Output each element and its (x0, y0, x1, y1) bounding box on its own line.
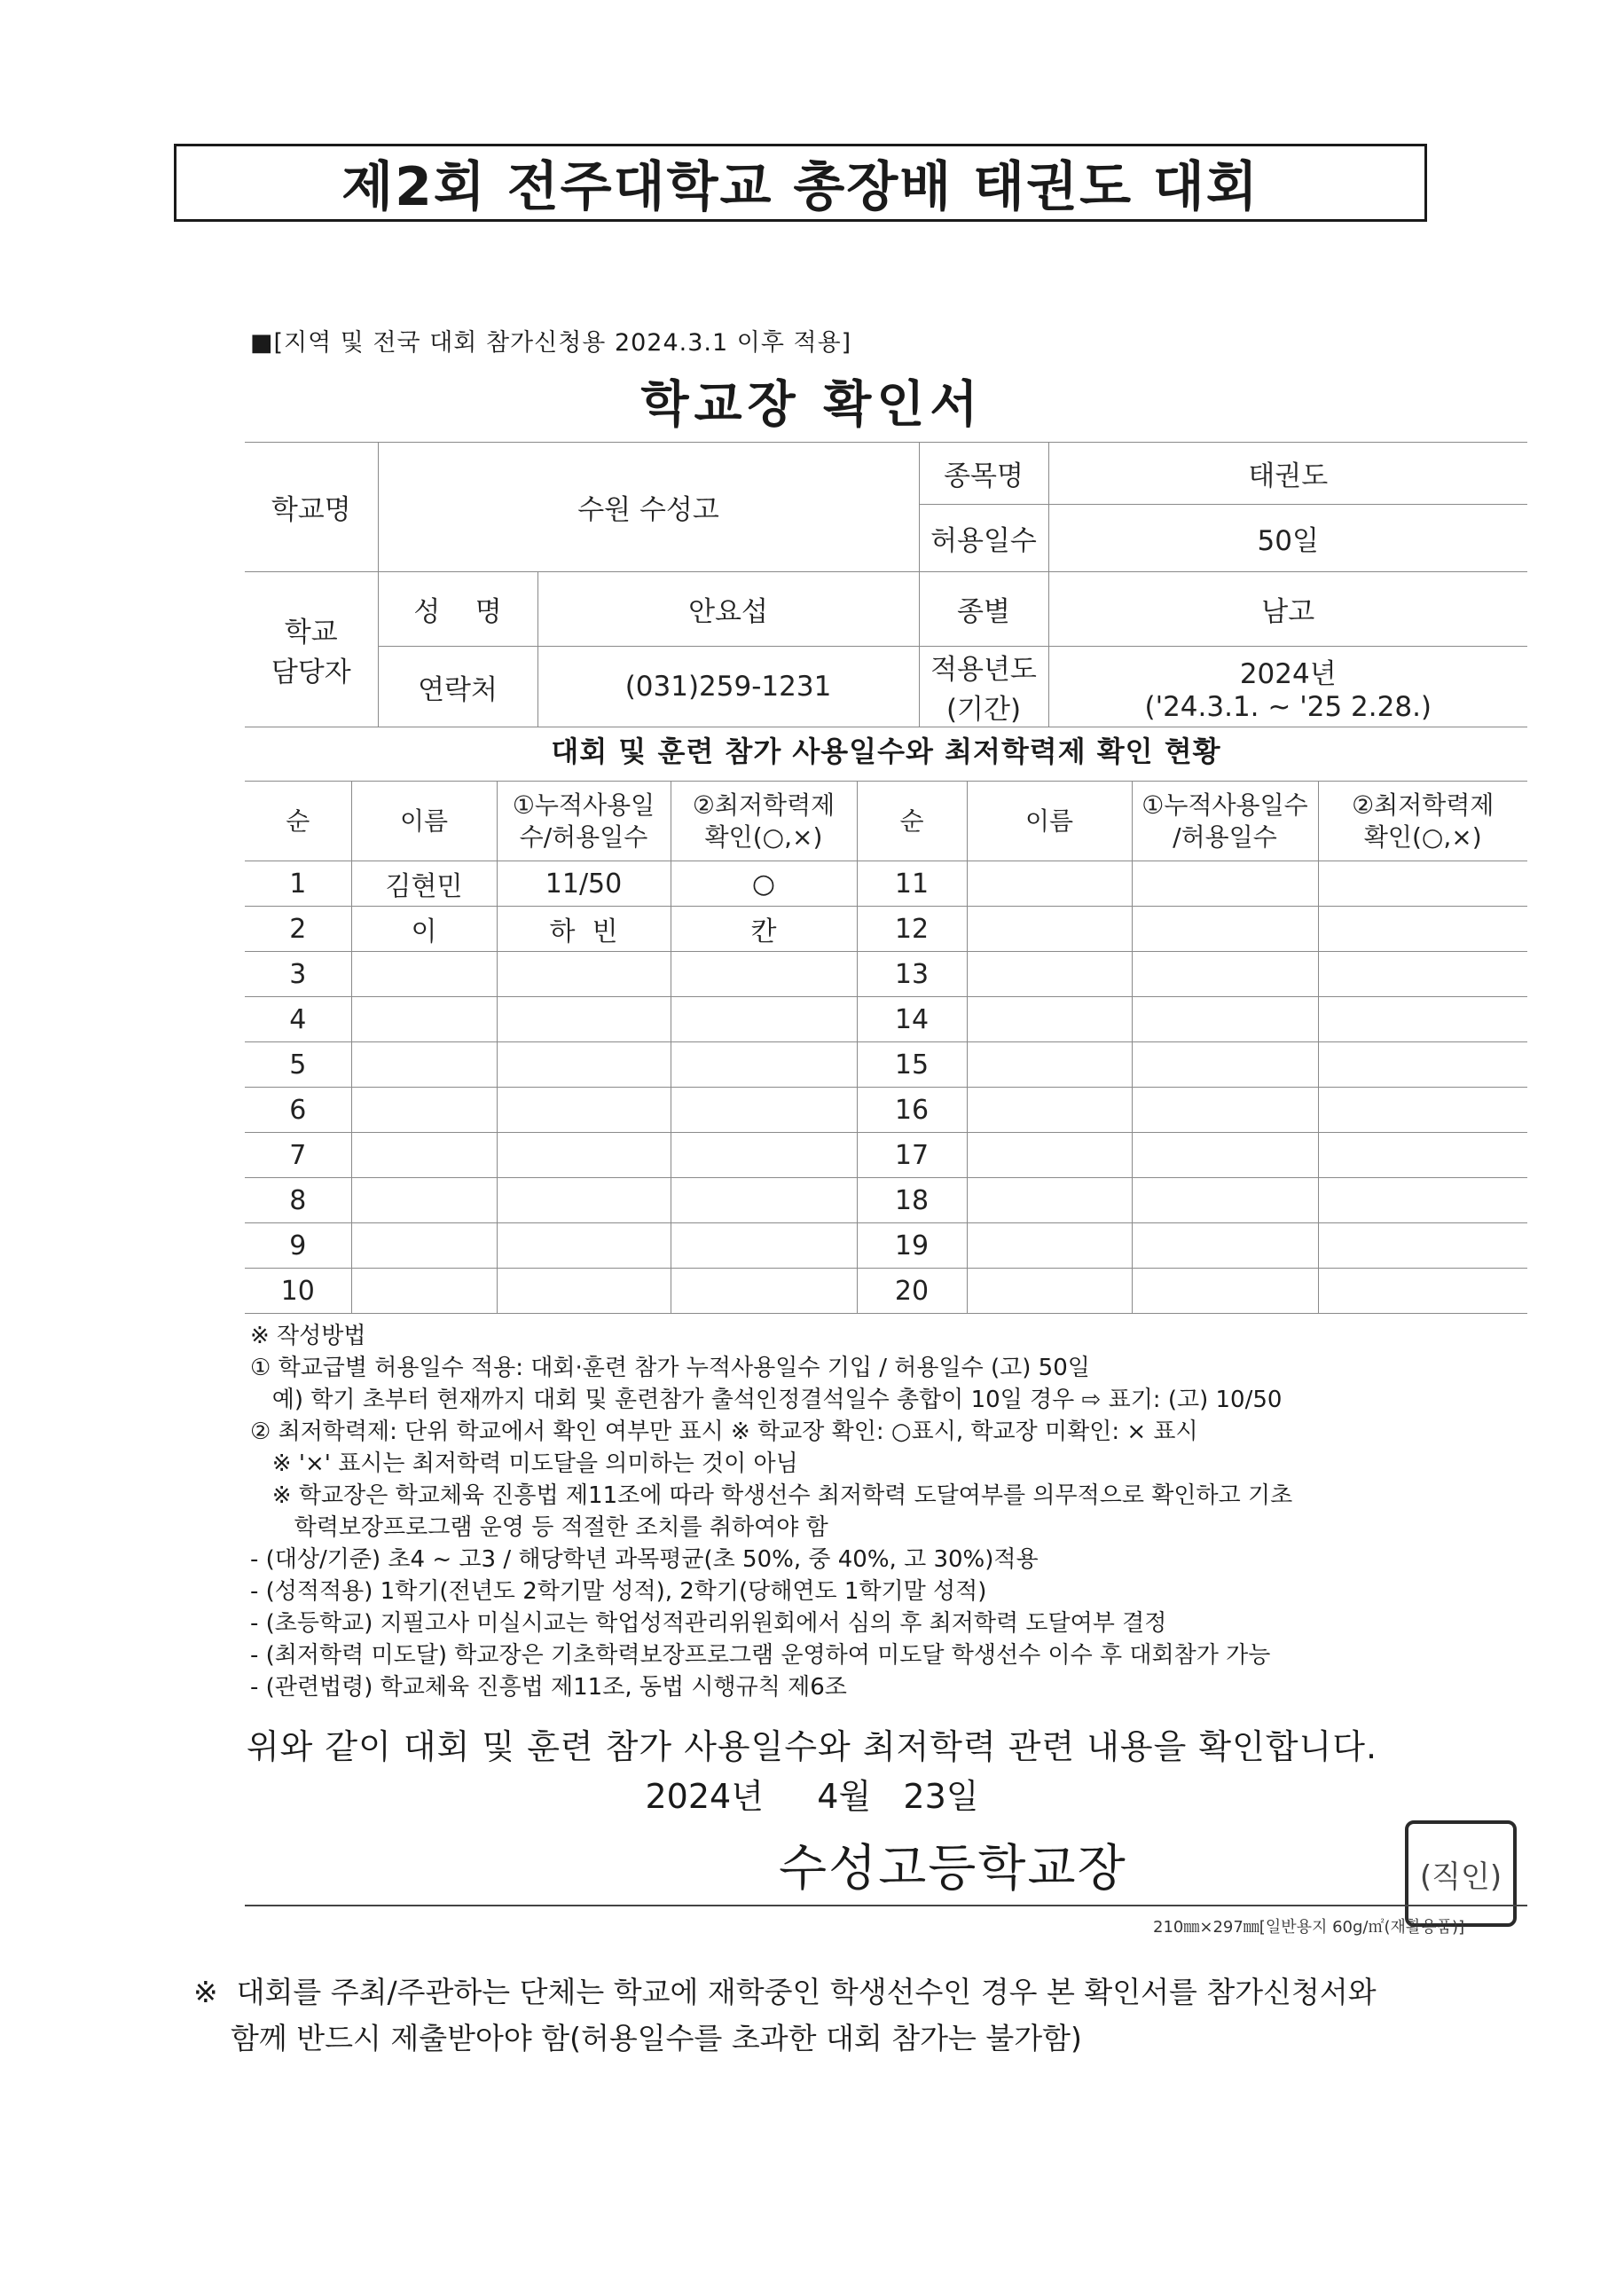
row-number: 2 (245, 907, 351, 952)
col-no: 순 (245, 782, 351, 861)
row-number: 6 (245, 1088, 351, 1133)
athlete-name (351, 952, 497, 997)
school-name-value: 수원 수성고 (378, 443, 919, 572)
min-academic-check-right (1318, 1269, 1527, 1314)
row-number: 8 (245, 1178, 351, 1223)
officer-name-value: 안요섭 (537, 572, 919, 647)
athlete-name-right (967, 1269, 1132, 1314)
event-label: 종목명 (919, 443, 1048, 505)
col-days-right: ①누적사용일수 /허용일수 (1132, 782, 1318, 861)
days-used-right (1132, 1223, 1318, 1269)
min-academic-check (671, 1178, 857, 1223)
row-number: 7 (245, 1133, 351, 1178)
athlete-name (351, 1042, 497, 1088)
table-row (245, 861, 1527, 907)
instruction-line: ※ 학교장은 학교체육 진흥법 제11조에 따라 학생선수 최저학력 도달여부를 의무적으로 확인하고 기초 (250, 1482, 1293, 1509)
athlete-name: 이 (351, 907, 497, 952)
row-number: 3 (245, 952, 351, 997)
min-academic-check-right (1318, 1133, 1527, 1178)
instruction-line: - (대상/기준) 초4 ~ 고3 / 해당학년 과목평균(초 50%, 중 40%, 고 30%)적용 (250, 1546, 1039, 1573)
min-academic-check-right (1318, 1088, 1527, 1133)
year-label: 적용년도 (기간) (919, 647, 1048, 727)
days-used (497, 1133, 671, 1178)
row-number-right: 15 (857, 1042, 967, 1088)
row-number-right: 13 (857, 952, 967, 997)
date: 2024년 4월 23일 (645, 1777, 979, 1816)
row-number-right: 11 (857, 861, 967, 907)
athlete-name-right (967, 861, 1132, 907)
category-value: 남고 (1048, 572, 1527, 647)
table-header (245, 782, 1527, 861)
col-no-right: 순 (857, 782, 967, 861)
instruction-line: ② 최저학력제: 단위 학교에서 확인 여부만 표시 ※ 학교장 확인: ○표시, 학교장 미확인: × 표시 (250, 1419, 1198, 1445)
athlete-name (351, 1133, 497, 1178)
days-used-right (1132, 1269, 1318, 1314)
athlete-name (351, 1223, 497, 1269)
athlete-name-right (967, 1042, 1132, 1088)
footer-line: ※ 대회를 주최/주관하는 단체는 학교에 재학중인 학생선수인 경우 본 확인서를 참가신청서와 (193, 1975, 1377, 2009)
instruction-line: 예) 학기 초부터 현재까지 대회 및 훈련참가 출석인정결석일수 총합이 10일 경우 ⇨ 표기: (고) 10/50 (250, 1387, 1283, 1413)
instruction-line: ① 학교급별 허용일수 적용: 대회·훈련 참가 누적사용일수 기입 / 허용일수 (고) 50일 (250, 1355, 1090, 1381)
row-number: 4 (245, 997, 351, 1042)
min-academic-check (671, 1088, 857, 1133)
min-academic-check-right (1318, 1042, 1527, 1088)
min-academic-check-right (1318, 1178, 1527, 1223)
row-number-right: 12 (857, 907, 967, 952)
instructions (250, 1320, 1545, 1703)
instruction-line: - (최저학력 미도달) 학교장은 기초학력보장프로그램 운영하여 미도달 학생선수 이수 후 대회참가 가능 (250, 1642, 1271, 1669)
days-used (497, 997, 671, 1042)
athlete-name-right (967, 997, 1132, 1042)
officer-name-label: 성 명 (378, 572, 537, 647)
col-min: ②최저학력제 확인(○,×) (671, 782, 857, 861)
col-min-right: ②최저학력제 확인(○,×) (1318, 782, 1527, 861)
table-row (245, 997, 1527, 1042)
col-name-right: 이름 (967, 782, 1132, 861)
athlete-name-right (967, 1178, 1132, 1223)
table-row (245, 952, 1527, 997)
event-title: 제2회 전주대학교 총장배 태권도 대회 (174, 144, 1427, 222)
instruction-line: ※ '×' 표시는 최저학력 미도달을 의미하는 것이 아님 (250, 1450, 798, 1477)
instruction-line: ※ 작성방법 (250, 1323, 366, 1349)
min-academic-check (671, 997, 857, 1042)
row-number: 1 (245, 861, 351, 907)
instruction-line: - (관련법령) 학교체육 진흥법 제11조, 동법 시행규칙 제6조 (250, 1674, 847, 1701)
year-value: 2024년 ('24.3.1. ~ '25 2.28.) (1048, 647, 1527, 727)
table-row (245, 1133, 1527, 1178)
athlete-table (245, 781, 1527, 1314)
days-used: 하 빈 (497, 907, 671, 952)
days-used: 11/50 (497, 861, 671, 907)
min-academic-check (671, 1223, 857, 1269)
col-days: ①누적사용일 수/허용일수 (497, 782, 671, 861)
athlete-name-right (967, 1133, 1132, 1178)
row-number-right: 19 (857, 1223, 967, 1269)
row-number-right: 18 (857, 1178, 967, 1223)
athlete-name (351, 1269, 497, 1314)
allowed-days-value: 50일 (1048, 505, 1527, 572)
instruction-line: - (성적적용) 1학기(전년도 2학기말 성적), 2학기(당해연도 1학기말 성적) (250, 1578, 987, 1605)
athlete-name-right (967, 1223, 1132, 1269)
table-row (245, 1042, 1527, 1088)
athlete-name-right (967, 907, 1132, 952)
min-academic-check-right (1318, 861, 1527, 907)
principal-name: 수성고등학교장 (779, 1840, 1127, 1898)
footer-line: 함께 반드시 제출받아야 함(허용일수를 초과한 대회 참가는 불가함) (193, 2021, 1082, 2055)
school-name-label: 학교명 (245, 443, 378, 572)
days-used-right (1132, 861, 1318, 907)
officer-label: 학교 담당자 (245, 572, 378, 727)
days-used-right (1132, 1088, 1318, 1133)
min-academic-check-right (1318, 1223, 1527, 1269)
min-academic-check (671, 1133, 857, 1178)
row-number: 9 (245, 1223, 351, 1269)
seal-stamp: (직인) (1405, 1820, 1517, 1927)
min-academic-check-right (1318, 907, 1527, 952)
table-row (245, 907, 1527, 952)
contact-label: 연락처 (378, 647, 537, 727)
days-used (497, 1088, 671, 1133)
row-number-right: 17 (857, 1133, 967, 1178)
min-academic-check: ○ (671, 861, 857, 907)
days-used-right (1132, 1133, 1318, 1178)
min-academic-check (671, 1042, 857, 1088)
allowed-days-label: 허용일수 (919, 505, 1048, 572)
divider (245, 1905, 1527, 1906)
row-number-right: 20 (857, 1269, 967, 1314)
instruction-line: - (초등학교) 지필고사 미실시교는 학업성적관리위원회에서 심의 후 최저학력 도달여부 결정 (250, 1610, 1167, 1637)
col-name: 이름 (351, 782, 497, 861)
confirmation-text: 위와 같이 대회 및 훈련 참가 사용일수와 최저학력 관련 내용을 확인합니다. (246, 1727, 1378, 1766)
days-used (497, 1223, 671, 1269)
table-row (245, 1088, 1527, 1133)
table-row (245, 1223, 1527, 1269)
contact-value: (031)259-1231 (537, 647, 919, 727)
athlete-name (351, 1178, 497, 1223)
min-academic-check (671, 1269, 857, 1314)
applicability-note: ■[지역 및 전국 대회 참가신청용 2024.3.1 이후 적용] (250, 329, 852, 357)
athlete-name-right (967, 1088, 1132, 1133)
row-number: 5 (245, 1042, 351, 1088)
days-used-right (1132, 1178, 1318, 1223)
school-info-table (245, 442, 1527, 727)
athlete-name-right (967, 952, 1132, 997)
table-row (245, 1178, 1527, 1223)
athlete-name: 김현민 (351, 861, 497, 907)
document-title: 학교장 확인서 (640, 376, 984, 434)
min-academic-check-right (1318, 997, 1527, 1042)
paper-spec: 210㎜×297㎜[일반용지 60g/㎡(재활용품)] (1153, 1918, 1465, 1937)
row-number: 10 (245, 1269, 351, 1314)
days-used-right (1132, 952, 1318, 997)
days-used (497, 1178, 671, 1223)
athlete-name (351, 1088, 497, 1133)
category-label: 종별 (919, 572, 1048, 647)
days-used (497, 952, 671, 997)
days-used-right (1132, 997, 1318, 1042)
days-used-right (1132, 1042, 1318, 1088)
days-used (497, 1042, 671, 1088)
table-row (245, 1269, 1527, 1314)
min-academic-check-right (1318, 952, 1527, 997)
section-title: 대회 및 훈련 참가 사용일수와 최저학력제 확인 현황 (551, 735, 1221, 768)
athlete-name (351, 997, 497, 1042)
footer-note (193, 1969, 1377, 2062)
instruction-line: 학력보장프로그램 운영 등 적절한 조치를 취하여야 함 (250, 1514, 828, 1541)
min-academic-check: 칸 (671, 907, 857, 952)
days-used-right (1132, 907, 1318, 952)
event-value: 태권도 (1048, 443, 1527, 505)
days-used (497, 1269, 671, 1314)
row-number-right: 16 (857, 1088, 967, 1133)
row-number-right: 14 (857, 997, 967, 1042)
min-academic-check (671, 952, 857, 997)
